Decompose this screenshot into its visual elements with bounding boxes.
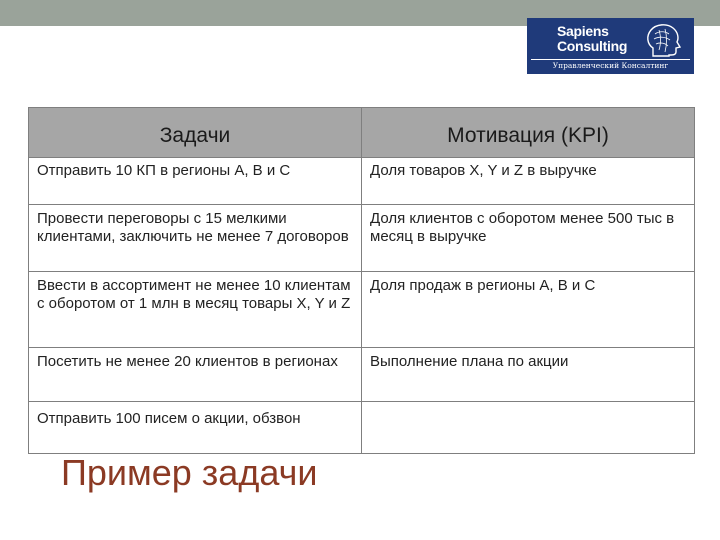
- header-tasks: Задачи: [29, 108, 362, 158]
- head-profile-icon: [643, 22, 683, 58]
- table-row: [29, 272, 695, 348]
- table-row: [29, 205, 695, 272]
- logo-wordmark: [557, 24, 627, 54]
- table-row: [29, 348, 695, 402]
- logo-divider: [531, 59, 690, 60]
- tasks-kpi-table: [28, 107, 695, 454]
- logo-line-1: Sapiens: [557, 23, 609, 39]
- task-cell: Ввести в ассортимент не менее 10 клиентам с оборотом от 1 млн в месяц товары X, Y и Z: [29, 272, 362, 348]
- task-cell: Отправить 10 КП в регионы А, В и С: [29, 158, 362, 205]
- table-row: [29, 402, 695, 454]
- kpi-cell: Доля товаров X, Y и Z в выручке: [362, 158, 695, 205]
- table-row: [29, 158, 695, 205]
- sapiens-consulting-logo: [527, 18, 694, 74]
- task-cell: Посетить не менее 20 клиентов в регионах: [29, 348, 362, 402]
- task-cell: Провести переговоры с 15 мелкими клиентами, заключить не менее 7 договоров: [29, 205, 362, 272]
- kpi-cell: Выполнение плана по акции: [362, 348, 695, 402]
- kpi-cell: Доля продаж в регионы А, В и С: [362, 272, 695, 348]
- header-motivation: Мотивация (KPI): [362, 108, 695, 158]
- logo-line-2: Consulting: [557, 38, 628, 54]
- example-title: Пример задачи: [61, 452, 318, 493]
- kpi-cell: [362, 402, 695, 454]
- kpi-cell: Доля клиентов с оборотом менее 500 тыс в месяц в выручке: [362, 205, 695, 272]
- task-cell: Отправить 100 писем о акции, обзвон: [29, 402, 362, 454]
- table-header-row: [29, 108, 695, 158]
- logo-tagline: Управленческий Консалтинг: [552, 61, 669, 70]
